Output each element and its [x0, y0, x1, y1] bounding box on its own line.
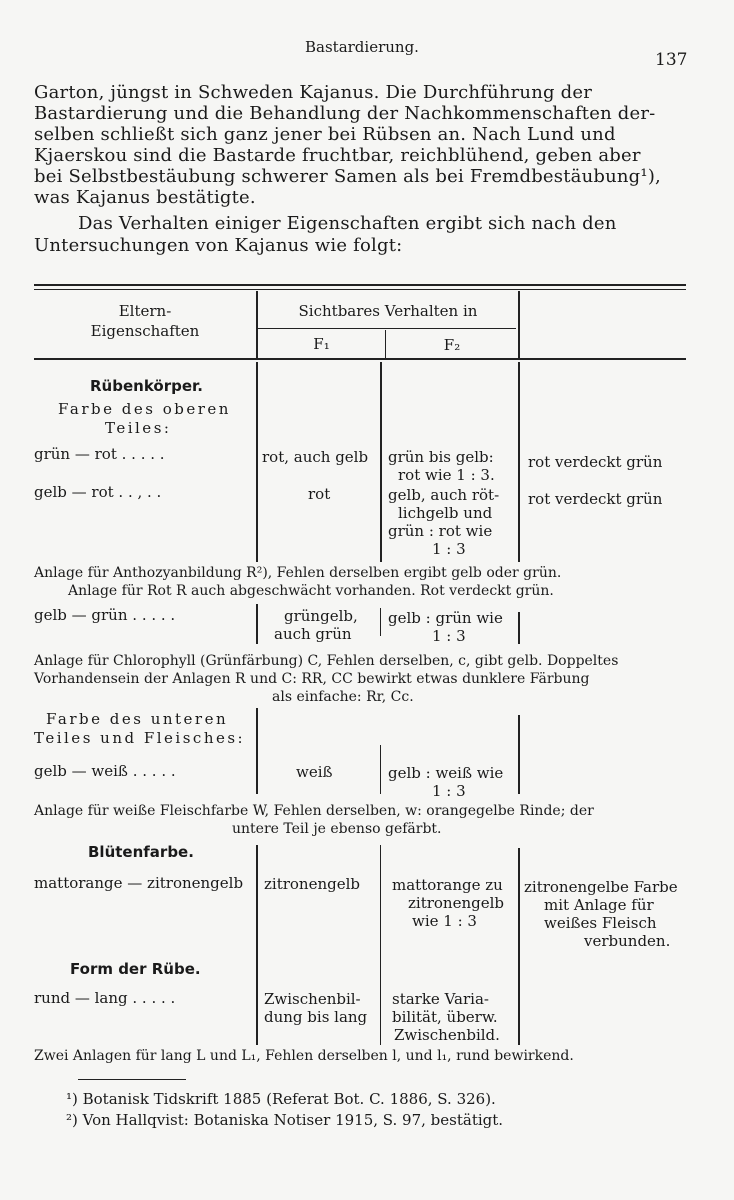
subsection-label: Teiles:	[105, 419, 172, 437]
f2-cell: gelb, auch röt-	[388, 486, 500, 504]
f1-cell: weiß	[296, 763, 333, 781]
note-cell: verbunden.	[584, 932, 671, 950]
intro-line: Bastardierung und die Behandlung der Nachkommenschaften der-	[34, 103, 656, 124]
parent-cell: gelb — rot . . , . .	[34, 483, 162, 501]
col-divider	[256, 845, 258, 1045]
note-line: Anlage für Rot R auch abgeschwächt vorhanden. Rot verdeckt grün.	[68, 583, 554, 599]
f2-cell: Zwischenbild.	[394, 1026, 500, 1044]
intro-line: bei Selbstbestäubung schwerer Samen als bei Fremdbestäubung¹),	[34, 166, 661, 187]
f2-cell: mattorange zu	[392, 876, 503, 894]
intro-line: was Kajanus bestätigte.	[34, 187, 256, 208]
col-divider	[518, 715, 520, 794]
f2-cell: 1 : 3	[432, 540, 466, 558]
header-parents: Eltern-	[118, 302, 172, 320]
f1-cell: dung bis lang	[264, 1008, 368, 1026]
note-line: Zwei Anlagen für lang L und L₁, Fehlen derselben l, und l₁, rund bewirkend.	[34, 1048, 574, 1064]
parent-cell: gelb — grün . . . . .	[34, 606, 176, 624]
header-sub-rule	[258, 328, 516, 329]
f2-cell: bilität, überw.	[392, 1008, 498, 1026]
note-cell: zitronengelbe Farbe	[524, 878, 678, 896]
intro-line: Kjaerskou sind die Bastarde fruchtbar, reichblühend, geben aber	[34, 145, 641, 166]
section-title: Rübenkörper.	[90, 377, 203, 395]
col-divider	[256, 362, 258, 562]
col-divider	[380, 845, 381, 1045]
header-visible-behavior: Sichtbares Verhalten in	[298, 302, 478, 320]
intro-line: Untersuchungen von Kajanus wie folgt:	[34, 235, 403, 256]
footnote: ²) Von Hallqvist: Botaniska Notiser 1915, S. 97, bestätigt.	[66, 1111, 504, 1129]
subsection-label: Teiles und Fleisches:	[34, 729, 246, 747]
col-divider	[518, 291, 520, 358]
header-bottom-rule	[34, 358, 686, 360]
section-title: Blütenfarbe.	[88, 843, 194, 861]
f1-cell: Zwischenbil-	[264, 990, 361, 1008]
running-title: Bastardierung.	[305, 38, 419, 56]
f2-cell: zitronengelb	[408, 894, 505, 912]
subsection-label: Farbe des unteren	[46, 710, 229, 728]
f1-cell: grüngelb,	[284, 607, 358, 625]
f2-cell: lichgelb und	[398, 504, 493, 522]
f1-cell: zitronengelb	[264, 875, 361, 893]
footnote: ¹) Botanisk Tidskrift 1885 (Referat Bot. C. 1886, S. 326).	[66, 1090, 496, 1108]
col-divider	[380, 362, 382, 562]
header-f1: F₁	[313, 335, 330, 353]
col-divider	[256, 604, 258, 644]
intro-line: Das Verhalten einiger Eigenschaften ergibt sich nach den	[78, 213, 617, 234]
col-divider	[380, 608, 381, 636]
parent-cell: grün — rot . . . . .	[34, 445, 165, 463]
note-line: Anlage für weiße Fleischfarbe W, Fehlen derselben, w: orangegelbe Rinde; der	[34, 803, 594, 819]
table-top-rule	[34, 284, 686, 286]
f2-cell: gelb : weiß wie	[388, 764, 504, 782]
footnote-rule	[78, 1079, 186, 1080]
f1-cell: auch grün	[274, 625, 352, 643]
f2-cell: grün bis gelb:	[388, 448, 494, 466]
parent-cell: mattorange — zitronengelb	[34, 874, 244, 892]
parent-cell: gelb — weiß . . . . .	[34, 762, 176, 780]
f2-cell: wie 1 : 3	[412, 912, 477, 930]
note-cell: mit Anlage für	[544, 896, 654, 914]
parent-cell: rund — lang . . . . .	[34, 989, 176, 1007]
f2-cell: 1 : 3	[432, 782, 466, 800]
note-cell: rot verdeckt grün	[528, 490, 663, 508]
f2-cell: rot wie 1 : 3.	[398, 466, 495, 484]
header-parents: Eigenschaften	[90, 322, 200, 340]
note-cell: rot verdeckt grün	[528, 453, 663, 471]
f2-cell: starke Varia-	[392, 990, 489, 1008]
col-divider	[518, 612, 520, 644]
section-title: Form der Rübe.	[70, 960, 201, 978]
col-divider	[518, 362, 520, 562]
note-line: als einfache: Rr, Cc.	[272, 689, 414, 705]
f2-cell: 1 : 3	[432, 627, 466, 645]
note-cell: weißes Fleisch	[544, 914, 657, 932]
page-number: 137	[655, 50, 688, 70]
note-line: Anlage für Chlorophyll (Grünfärbung) C, Fehlen derselben, c, gibt gelb. Doppeltes	[34, 653, 619, 669]
col-divider	[380, 745, 381, 794]
subsection-label: Farbe des oberen	[58, 400, 231, 418]
note-line: Anlage für Anthozyanbildung R²), Fehlen derselben ergibt gelb oder grün.	[34, 565, 562, 581]
intro-line: Garton, jüngst in Schweden Kajanus. Die Durchführung der	[34, 82, 593, 103]
col-divider	[256, 708, 258, 794]
intro-line: selben schließt sich ganz jener bei Rübsen an. Nach Lund und	[34, 124, 616, 145]
f2-cell: grün : rot wie	[388, 522, 493, 540]
note-line: untere Teil je ebenso gefärbt.	[232, 821, 442, 837]
col-divider	[518, 848, 520, 1045]
f1-cell: rot	[308, 485, 331, 503]
table-top-rule-thin	[34, 289, 686, 290]
f2-cell: gelb : grün wie	[388, 609, 503, 627]
f1-cell: rot, auch gelb	[262, 448, 369, 466]
header-f2: F₂	[443, 336, 461, 354]
note-line: Vorhandensein der Anlagen R und C: RR, CC bewirkt etwas dunklere Färbung	[34, 671, 590, 687]
